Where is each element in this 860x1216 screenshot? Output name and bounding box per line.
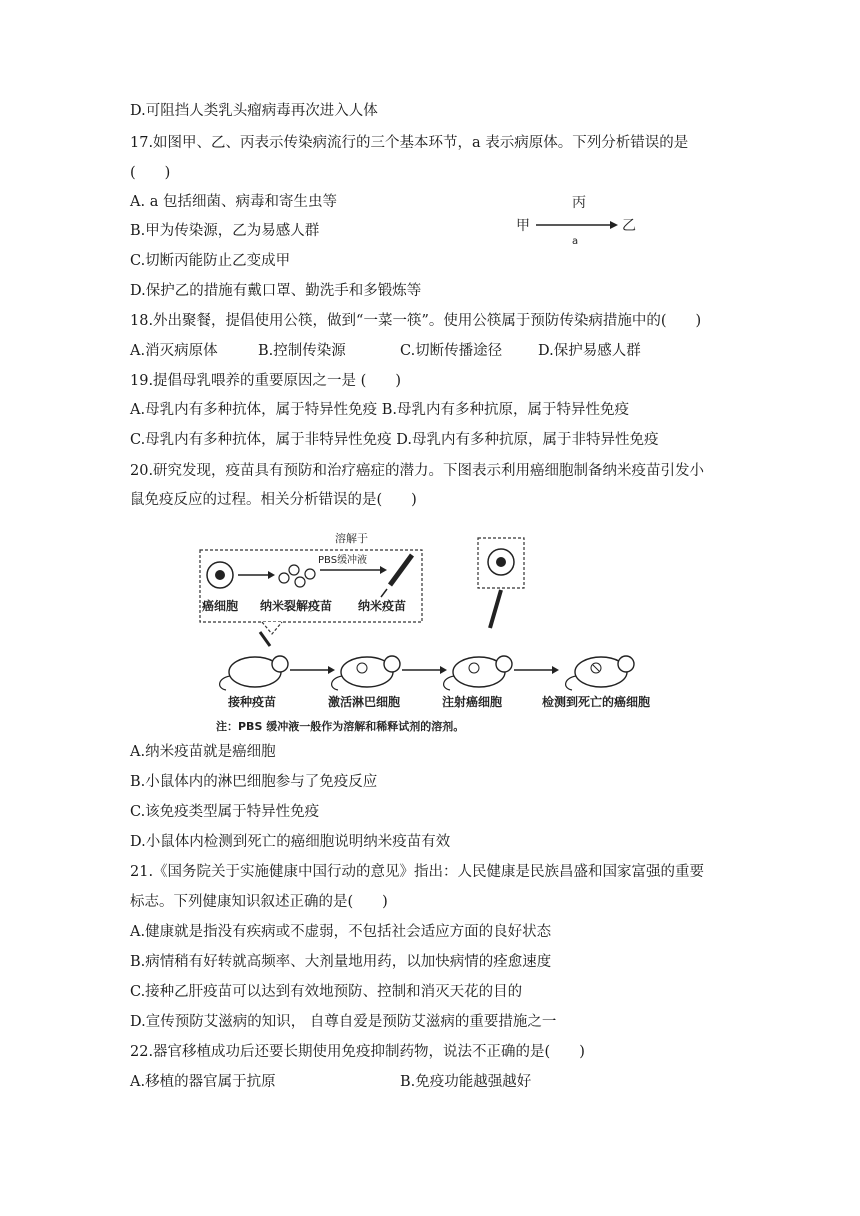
q21-option-b: B.病情稍有好转就高频率、大剂量地用药，以加快病情的痊愈速度 — [130, 954, 552, 970]
diagram-label-right: 乙 — [622, 218, 636, 234]
step3-label: 注射癌细胞 — [442, 695, 503, 709]
q17-paren: ( ) — [130, 165, 171, 181]
mouse-1 — [220, 632, 288, 690]
cancer-cell-label: 癌细胞 — [202, 599, 239, 613]
q17-stem: 17.如图甲、乙、丙表示传染病流行的三个基本环节，a 表示病原体。下列分析错误的是 — [130, 135, 689, 151]
particle-icon — [279, 573, 289, 583]
diagram-note: 注：PBS 缓冲液一般作为溶解和稀释试剂的溶剂。 — [216, 720, 465, 733]
step2-label: 激活淋巴细胞 — [328, 695, 401, 709]
callout-pointer — [262, 622, 282, 634]
q21-stem-2: 标志。下列健康知识叙述正确的是( ) — [130, 894, 388, 910]
q20-option-b: B.小鼠体内的淋巴细胞参与了免疫反应 — [130, 774, 378, 790]
q21-option-d: D.宣传预防艾滋病的知识， 自尊自爱是预防艾滋病的重要措施之一 — [130, 1014, 557, 1030]
cancer-cell-nucleus — [215, 570, 225, 580]
q20-option-a: A.纳米疫苗就是癌细胞 — [130, 744, 276, 760]
q21-option-a: A.健康就是指没有疾病或不虚弱，不包括社会适应方面的良好状态 — [130, 924, 552, 940]
mouse-2 — [332, 656, 400, 690]
diagram-label-bottom: a — [572, 236, 579, 247]
q20-stem-2: 鼠免疫反应的过程。相关分析错误的是( ) — [130, 492, 417, 508]
q17-option-d: D.保护乙的措施有戴口罩、勤洗手和多锻炼等 — [130, 283, 422, 299]
q17-option-c: C.切断丙能防止乙变成甲 — [130, 253, 291, 269]
step1-label: 接种疫苗 — [228, 695, 277, 709]
diagram-arrowhead — [610, 221, 618, 229]
injection-syringe-icon — [490, 590, 501, 628]
vaccine-process-diagram — [190, 530, 670, 740]
q22-option-a: A.移植的器官属于抗原 — [130, 1074, 276, 1090]
q20-option-d: D.小鼠体内检测到死亡的癌细胞说明纳米疫苗有效 — [130, 834, 451, 850]
nano-vaccine-label: 纳米疫苗 — [358, 599, 407, 613]
step4-label: 检测到死亡的癌细胞 — [542, 695, 651, 709]
q18-option-d: D.保护易感人群 — [538, 343, 641, 359]
buffer-label: PBS缓冲液 — [318, 555, 368, 566]
q20-stem-1: 20.研究发现，疫苗具有预防和治疗癌症的潜力。下图表示利用癌细胞制备纳米疫苗引发小 — [130, 463, 705, 479]
transmission-diagram — [510, 190, 650, 250]
particle-icon — [305, 569, 315, 579]
mouse-3 — [444, 656, 512, 690]
q20-option-c: C.该免疫类型属于特异性免疫 — [130, 804, 320, 820]
q19-stem: 19.提倡母乳喂养的重要原因之一是 ( ) — [130, 373, 401, 389]
q21-option-c: C.接种乙肝疫苗可以达到有效地预防、控制和消灭天花的目的 — [130, 984, 523, 1000]
nano-lysate-label: 纳米裂解疫苗 — [260, 599, 333, 613]
q22-stem: 22.器官移植成功后还要长期使用免疫抑制药物，说法不正确的是( ) — [130, 1044, 585, 1060]
q19-options-ab: A.母乳内有多种抗体，属于特异性免疫 B.母乳内有多种抗原，属于特异性免疫 — [130, 402, 629, 418]
q18-stem: 18.外出聚餐，提倡使用公筷，做到“一菜一筷”。使用公筷属于预防传染病措施中的( ) — [130, 313, 702, 329]
diagram-label-left: 甲 — [516, 218, 530, 234]
mouse-4 — [566, 656, 634, 690]
dissolve-label: 溶解于 — [335, 532, 368, 545]
syringe-icon — [390, 555, 412, 585]
q18-option-c: C.切断传播途径 — [400, 343, 503, 359]
q18-option-a: A.消灭病原体 — [130, 343, 218, 359]
q18-option-b: B.控制传染源 — [258, 343, 346, 359]
diagram-label-top: 丙 — [572, 195, 586, 211]
q17-option-b: B.甲为传染源，乙为易感人群 — [130, 223, 320, 239]
q21-stem-1: 21.《国务院关于实施健康中国行动的意见》指出：人民健康是民族昌盛和国家富强的重要 — [130, 864, 705, 880]
particle-icon — [289, 565, 299, 575]
q17-option-a: A. a 包括细菌、病毒和寄生虫等 — [130, 194, 337, 210]
q22-option-b: B.免疫功能越强越好 — [400, 1074, 532, 1090]
particle-icon — [295, 577, 305, 587]
q19-options-cd: C.母乳内有多种抗体，属于非特异性免疫 D.母乳内有多种抗原，属于非特异性免疫 — [130, 432, 659, 448]
q16-option-d: D.可阻挡人类乳头瘤病毒再次进入人体 — [130, 103, 378, 119]
